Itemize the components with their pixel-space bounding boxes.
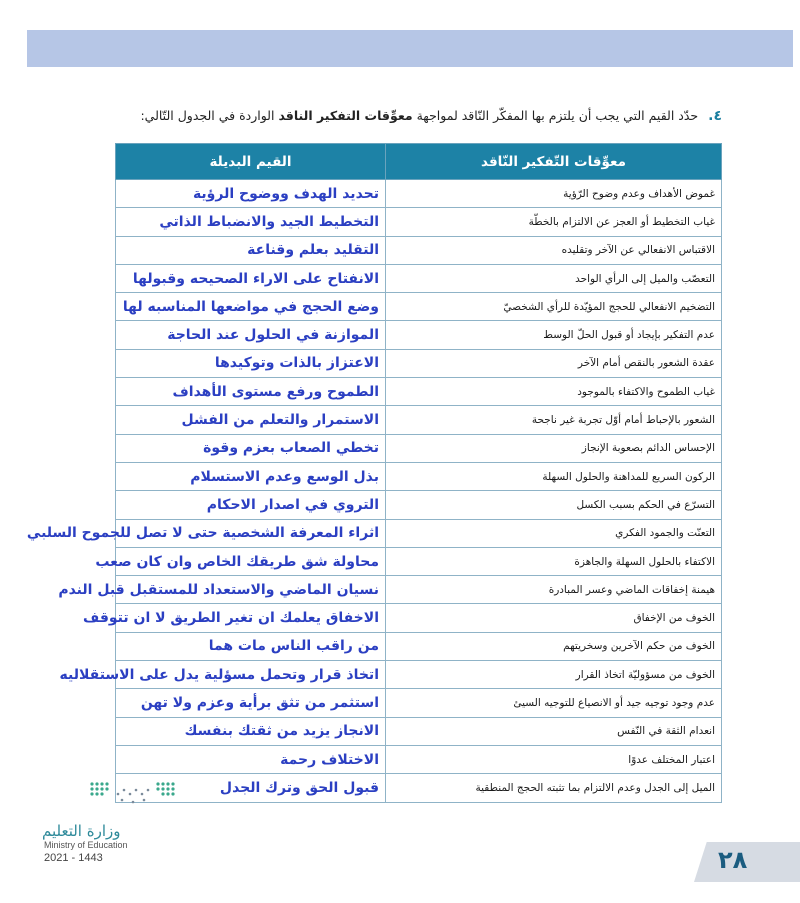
question-text-before: حدّد القيم التي يجب أن يلتزم بها المفكّر النّاقد لمواجهة [416, 108, 699, 123]
values-table [26, 143, 722, 803]
obstacle-cell: اعتبار المختلف عدوًا [386, 745, 722, 773]
obstacle-cell: الاقتباس الانفعالي عن الآخر وتقليده [386, 236, 722, 264]
alternative-value-cell: نسيان الماضي والاستعداد للمستقبل قبل الندم [116, 576, 386, 604]
question-text-bold: معوِّقات التفكير الناقد [278, 108, 413, 123]
alternative-value-cell: الاعتزاز بالذات وتوكيدها [116, 349, 386, 377]
obstacle-cell: الميل إلى الجدل وعدم الالتزام بما تثبته الحجج المنطقية [386, 774, 722, 802]
alternative-value-cell: الاختلاف رحمة [116, 745, 386, 773]
alternative-value-cell: الانجاز يزيد من ثقتك بنفسك [116, 717, 386, 745]
alternative-value-cell: تخطي الصعاب بعزم وقوة [116, 434, 386, 462]
obstacle-cell: غياب الطموح والاكتفاء بالموجود [386, 378, 722, 406]
table-row [116, 491, 722, 519]
table-row [116, 632, 722, 660]
ministry-logo-icon [88, 780, 178, 808]
obstacle-cell: الخوف من مسؤوليّة اتخاذ القرار [386, 661, 722, 689]
alternative-value-cell: الانفتاح على الاراء الصحيحه وقبولها [116, 264, 386, 292]
table-row [116, 519, 722, 547]
alternative-value-cell: التقليد بعلم وقناعة [116, 236, 386, 264]
alternative-value-cell: اتخاذ قرار وتحمل مسؤلية يدل على الاستقلاليه [116, 661, 386, 689]
table-body [26, 180, 722, 803]
table-row [116, 604, 722, 632]
table-row [116, 576, 722, 604]
table-row [116, 264, 722, 292]
obstacle-cell: الشعور بالإحباط أمام أوّل تجربة غير ناجحة [386, 406, 722, 434]
obstacle-cell: انعدام الثقة في النّفس [386, 717, 722, 745]
obstacle-cell: الإحساس الدائم بصعوبة الإنجاز [386, 434, 722, 462]
obstacle-cell: التضخيم الانفعالي للحجج المؤيّدة للرأي الشخصيّ [386, 293, 722, 321]
table-row [116, 462, 722, 490]
alternative-value-cell: الاستمرار والتعلم من الفشل [116, 406, 386, 434]
obstacle-cell: الاكتفاء بالحلول السهلة والجاهزة [386, 547, 722, 575]
obstacle-cell: غموض الأهداف وعدم وضوح الرّؤية [386, 180, 722, 208]
obstacle-cell: التعصّب والميل إلى الرأي الواحد [386, 264, 722, 292]
table-header-row [116, 144, 722, 180]
table-row [116, 321, 722, 349]
table-row [116, 349, 722, 377]
table-row [116, 547, 722, 575]
table-row [116, 406, 722, 434]
alternative-value-cell: اثراء المعرفة الشخصية حتى لا تصل للجموح السلبي [116, 519, 386, 547]
table-row [116, 717, 722, 745]
alternative-value-cell: التخطيط الجيد والانضباط الذاتي [116, 208, 386, 236]
header-band [27, 30, 793, 67]
obstacle-cell: عدم وجود توجيه جيد أو الانصياع للتوجيه السيئ [386, 689, 722, 717]
obstacle-cell: عدم التفكير بإيجاد أو قبول الحلّ الوسط [386, 321, 722, 349]
obstacle-cell: الخوف من حكم الآخرين وسخريتهم [386, 632, 722, 660]
table-row [116, 661, 722, 689]
table-row [116, 378, 722, 406]
table-row [116, 293, 722, 321]
alternative-value-cell: الاخفاق يعلمك ان تغير الطريق لا ان تتوقف [116, 604, 386, 632]
obstacle-cell: الركون السريع للمداهنة والحلول السهلة [386, 462, 722, 490]
header-obstacles: معوِّقات التّفكير النّاقد [386, 144, 722, 180]
alternative-value-cell: التروي في اصدار الاحكام [116, 491, 386, 519]
question-prompt [140, 108, 722, 124]
obstacle-cell: الخوف من الإخفاق [386, 604, 722, 632]
alternative-value-cell: من راقب الناس مات هما [116, 632, 386, 660]
table-row [116, 208, 722, 236]
table-row [116, 180, 722, 208]
table-row [116, 745, 722, 773]
obstacle-cell: عقدة الشعور بالنقص أمام الآخر [386, 349, 722, 377]
question-number: ٤. [708, 108, 722, 124]
edition-year: 2021 - 1443 [44, 852, 103, 864]
obstacle-cell: التسرّع في الحكم بسبب الكسل [386, 491, 722, 519]
table-row [116, 689, 722, 717]
obstacle-cell: غياب التخطيط أو العجز عن الالتزام بالخطّة [386, 208, 722, 236]
ministry-name-arabic: وزارة التعليم [42, 822, 121, 840]
page-number: ٢٨ [718, 846, 748, 874]
alternative-value-cell: تحديد الهدف ووضوح الرؤية [116, 180, 386, 208]
alternative-value-cell: الموازنة في الحلول عند الحاجة [116, 321, 386, 349]
question-text-after: الواردة في الجدول التّالي: [140, 108, 275, 123]
alternative-value-cell: استثمر من تثق برأية وعزم ولا تهن [116, 689, 386, 717]
table-row [116, 774, 722, 802]
ministry-name-english: Ministry of Education [44, 840, 128, 850]
alternative-value-cell: محاولة شق طريقك الخاص وان كان صعب [116, 547, 386, 575]
alternative-value-cell: قبول الحق وترك الجدل [116, 774, 386, 802]
alternative-value-cell: وضع الحجج في مواضعها المناسبه لها [116, 293, 386, 321]
alternative-value-cell: بذل الوسع وعدم الاستسلام [116, 462, 386, 490]
table-row [116, 236, 722, 264]
alternative-value-cell: الطموح ورفع مستوى الأهداف [116, 378, 386, 406]
obstacle-cell: التعنّت والجمود الفكري [386, 519, 722, 547]
obstacle-cell: هيمنة إخفاقات الماضي وعسر المبادرة [386, 576, 722, 604]
table-row [116, 434, 722, 462]
header-alternatives: القيم البديلة [116, 144, 386, 180]
